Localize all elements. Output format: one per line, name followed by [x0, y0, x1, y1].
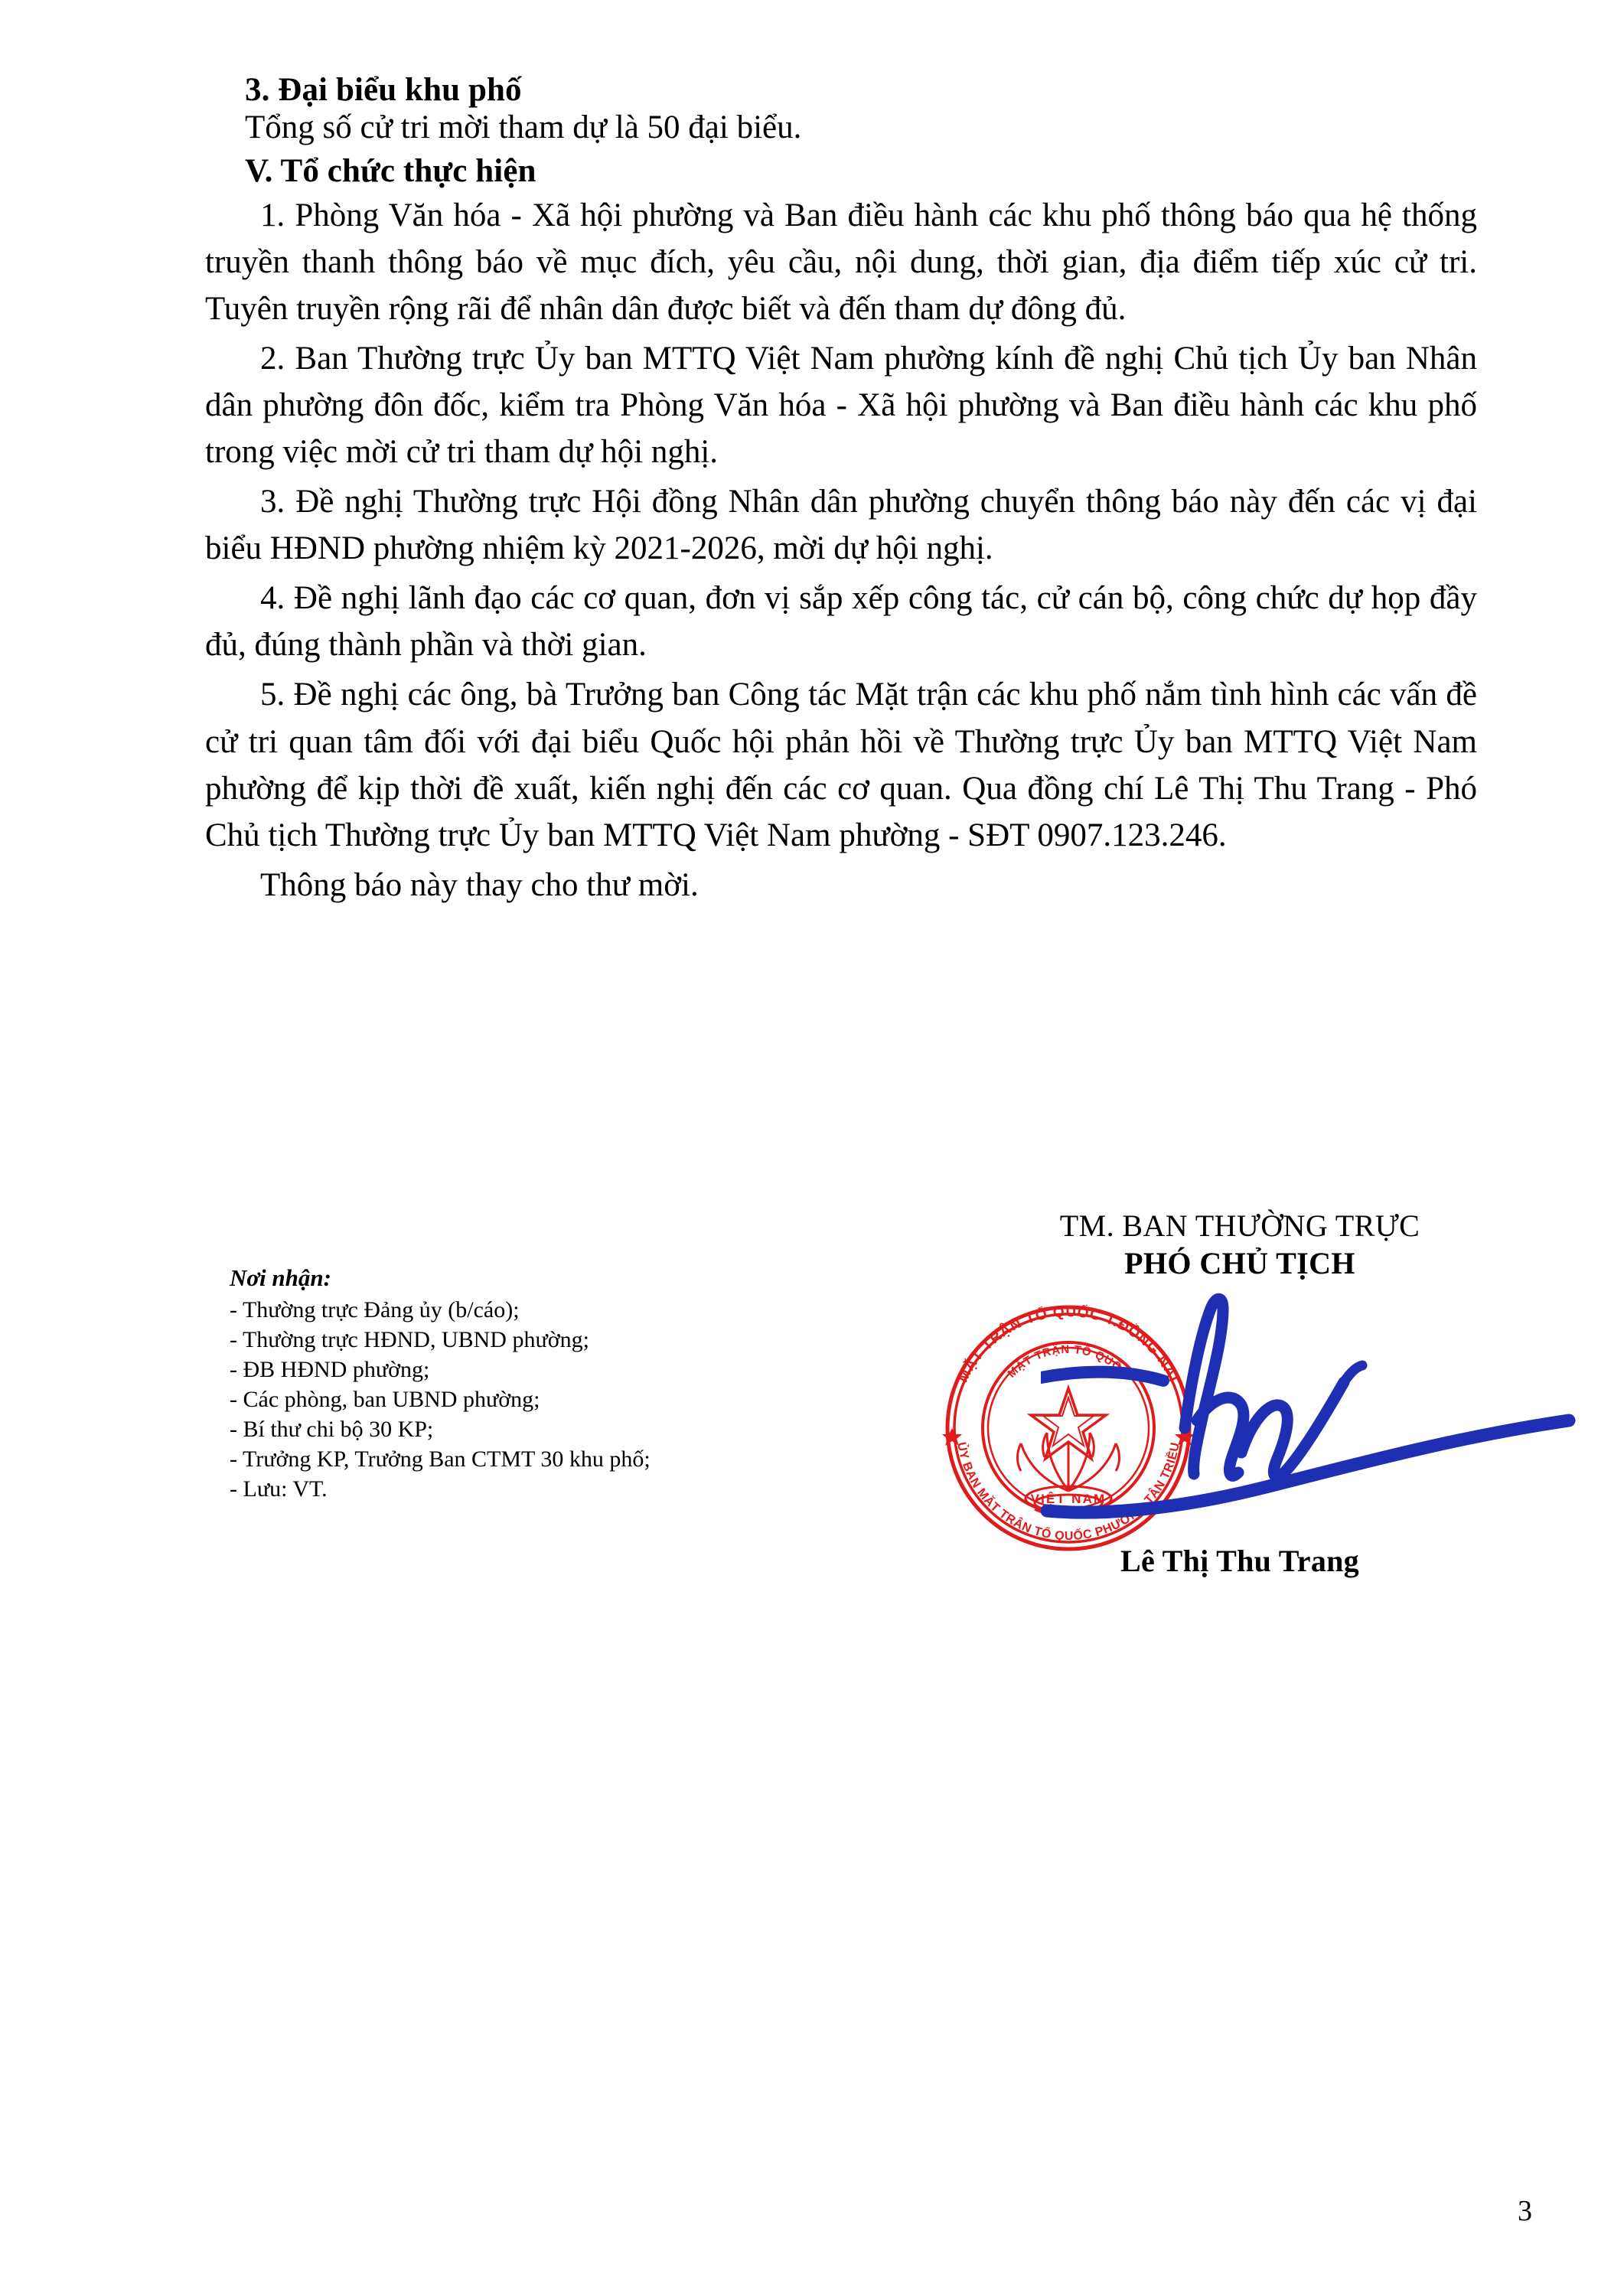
- svg-text:VIỆT NAM: VIỆT NAM: [1030, 1492, 1107, 1506]
- recipient-item: - Thường trực HĐND, UBND phường;: [230, 1326, 589, 1352]
- recipients-title: Nơi nhận:: [230, 1264, 331, 1291]
- recipients-list: [230, 1263, 781, 1504]
- section-heading-dai-bieu-khu-pho: 3. Đại biểu khu phố: [245, 72, 522, 108]
- signature-position-title: PHÓ CHỦ TỊCH: [1124, 1246, 1355, 1280]
- paragraph-5: 5. Đề nghị các ông, bà Trưởng ban Công tác Mặt trận các khu phố nắm tình hình các vấn đề cử tri quan tâm đối với đại biểu Quốc hội phản hồi về Thường trực Ủy ban MTTQ Việt Nam phường để kịp thời đề xuất, kiến nghị đến các cơ quan. Qua đồng chí Lê Thị Thu Trang - Phó Chủ tịch Thường trực Ủy ban MTTQ Việt Nam phường - SĐT 0907.123.246.: [205, 677, 1477, 853]
- recipient-item: - Trưởng KP, Trưởng Ban CTMT 30 khu phố;: [230, 1446, 651, 1472]
- paragraph-1: 1. Phòng Văn hóa - Xã hội phường và Ban điều hành các khu phố thông báo qua hệ thống truyền thanh thông báo về mục đích, yêu cầu, nội dung, thời gian, địa điểm tiếp xúc cử tri. Tuyên truyền rộng rãi để nhân dân được biết và đến tham dự đông đủ.: [205, 197, 1477, 328]
- svg-text:ỦY BAN MẶT TRẬN TỔ QUỐC PHƯỜNG: ỦY BAN MẶT TRẬN TỔ QUỐC PHƯỜNG TÂN TRIỀU: [954, 1441, 1182, 1544]
- paragraph-2: 2. Ban Thường trực Ủy ban MTTQ Việt Nam phường kính đề nghị Chủ tịch Ủy ban Nhân dân phường đôn đốc, kiểm tra Phòng Văn hóa - Xã hội phường và Ban điều hành các khu phố trong việc mời cử tri tham dự hội nghị.: [205, 341, 1477, 471]
- paragraph-4: 4. Đề nghị lãnh đạo các cơ quan, đơn vị sắp xếp công tác, cử cán bộ, công chức dự họp đầy đủ, đúng thành phần và thời gian.: [205, 580, 1477, 664]
- recipient-item: - Lưu: VT.: [230, 1476, 328, 1502]
- closing-note: Thông báo này thay cho thư mời.: [260, 866, 699, 903]
- recipient-item: - ĐB HĐND phường;: [230, 1356, 430, 1382]
- total-voters-line: Tổng số cử tri mời tham dự là 50 đại biểu.: [245, 109, 802, 145]
- recipient-item: - Thường trực Đảng ủy (b/cáo);: [230, 1296, 520, 1322]
- recipient-item: - Các phòng, ban UBND phường;: [230, 1386, 540, 1412]
- svg-text:MẶT TRẬN TỔ QUỐC T.ĐỒNG NAI: MẶT TRẬN TỔ QUỐC T.ĐỒNG NAI: [954, 1303, 1182, 1385]
- seal-and-signature-area: [903, 1284, 1577, 1544]
- signature-block: [903, 1209, 1577, 1578]
- svg-text:MẶT TRẬN TỔ QUỐC: MẶT TRẬN TỔ QUỐC: [1005, 1342, 1132, 1381]
- signer-name: Lê Thị Thu Trang: [1120, 1544, 1359, 1578]
- section-heading-to-chuc-thuc-hien: V. Tổ chức thực hiện: [245, 153, 536, 189]
- recipient-item: - Bí thư chi bộ 30 KP;: [230, 1416, 434, 1442]
- signature-organization-line: TM. BAN THƯỜNG TRỰC: [1059, 1208, 1420, 1243]
- paragraph-3: 3. Đề nghị Thường trực Hội đồng Nhân dân phường chuyển thông báo này đến các vị đại biểu HĐND phường nhiệm kỳ 2021-2026, mời dự hội nghị.: [205, 484, 1477, 567]
- handwritten-signature: [1041, 1292, 1577, 1544]
- document-footer-block: [0, 1209, 1624, 1638]
- page-number: 3: [1518, 2195, 1532, 2227]
- document-body: [205, 73, 1477, 912]
